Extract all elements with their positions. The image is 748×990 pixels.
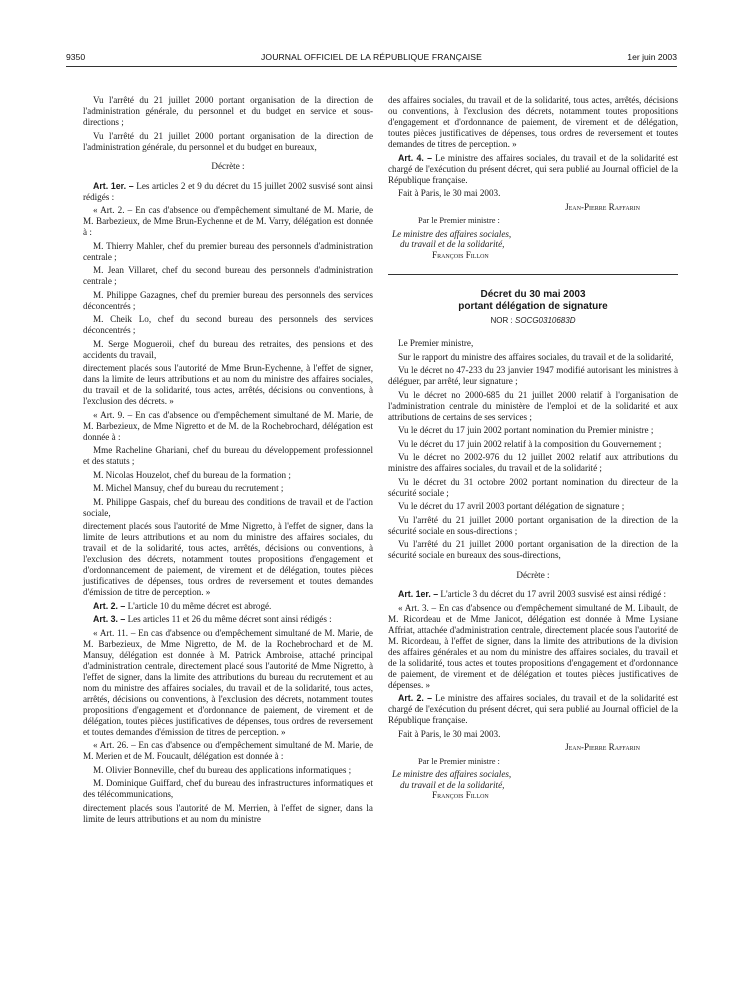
article-1	[83, 181, 373, 203]
article-label: Art. 3. –	[93, 614, 126, 624]
decree-title	[388, 289, 678, 312]
paragraph: directement placés sous l'autorité de Mme Brun-Eychenne, à l'effet de signer, dans la limite de leurs attributions et au nom du ministre des affaires sociales, du travail et de la solidarité, tous actes, arrêtés, décisions ou conventions, à l'exclusion des décrets. »	[83, 363, 373, 406]
minister-title: Le ministre des affaires sociales,	[392, 769, 512, 780]
place-date: Fait à Paris, le 30 mai 2003.	[398, 188, 501, 198]
minister-title: du travail et de la solidarité,	[400, 239, 505, 250]
paragraph: Vu l'arrêté du 21 juillet 2000 portant organisation de la direction de l'administration générale, du personnel et du budget en service et sous-directions ;	[83, 95, 373, 127]
paragraph: Le Premier ministre,	[398, 338, 474, 349]
paragraph: Vu le décret no 2002-976 du 12 juillet 2002 relatif aux attributions du ministre des affaires sociales, du travail et de la solidarité ;	[388, 452, 678, 474]
issue-date: 1er juin 2003	[627, 52, 677, 62]
byline: Par le Premier ministre :	[418, 756, 500, 766]
minister-name: François Fillon	[432, 249, 489, 260]
paragraph: « Art. 2. – En cas d'absence ou d'empêchement simultané de M. Marie, de M. Barbezieux, de Mme Brun-Eychenne et de M. Varry, délégation est donnée à :	[83, 205, 373, 237]
paragraph: Vu le décret no 47-233 du 23 janvier 1947 modifié autorisant les ministres à déléguer, par arrêté, leur signature ;	[388, 365, 678, 387]
header-rule	[66, 66, 677, 67]
article-label: Art. 1er. –	[93, 180, 134, 191]
decree-separator	[388, 274, 678, 275]
decree-title-line: Décret du 30 mai 2003	[480, 289, 586, 301]
journal-title: JOURNAL OFFICIEL DE LA RÉPUBLIQUE FRANÇAISE	[261, 52, 482, 62]
minister-block	[392, 229, 678, 261]
paragraph: Vu le décret no 2000-685 du 21 juillet 2000 relatif à l'organisation de l'administration centrale du ministère de l'emploi et de la solidarité et aux attributions de certains de ses services ;	[388, 389, 678, 422]
list-item: Mme Racheline Ghariani, chef du bureau du développement professionnel et des statuts ;	[83, 445, 373, 466]
list-item: M. Olivier Bonneville, chef du bureau des applications informatiques ;	[93, 764, 352, 775]
list-item: M. Philippe Gaspais, chef du bureau des conditions de travail et de l'action sociale,	[83, 496, 373, 518]
article-text: Les articles 11 et 26 du même décret sont ainsi rédigés :	[125, 614, 332, 624]
article-text: Les articles 2 et 9 du décret du 15 juillet 2002 susvisé sont ainsi rédigés :	[83, 180, 373, 202]
article-3	[83, 614, 373, 625]
paragraph: directement placés sous l'autorité de Mme Nigretto, à l'effet de signer, dans la limite de leurs attributions et au nom du ministre des affaires sociales, du travail et de la solidarité, tous actes, arrêtés, décisions ou conventions, à l'exclusion des décrets, notamment toutes propositions d'engagement et d'ordonnancement de paiement, de virement et de délégation, toutes pièces justificatives de dépenses, tous ordres de reversement et toutes demandes d'émission de titre de perception. »	[83, 521, 373, 597]
list-item: M. Thierry Mahler, chef du premier bureau des personnels d'administration centrale ;	[83, 240, 373, 262]
minister-block	[392, 769, 678, 801]
signature: Jean-Pierre Raffarin	[565, 201, 640, 212]
list-item: M. Cheik Lo, chef du second bureau des personnels des services déconcentrés ;	[83, 314, 373, 335]
paragraph: Vu le décret du 17 avril 2003 portant délégation de signature ;	[398, 501, 625, 512]
article-2	[388, 693, 678, 726]
left-column	[83, 95, 373, 827]
paragraph: « Art. 11. – En cas d'absence ou d'empêchement simultané de M. Marie, de M. Barbezieux, de Mme Nigretto, de M. de la Rochebrochard et de M. Mansuy, délégation est donnée à M. Patrick Ambroise, attaché principal d'administration centrale, directement placé sous l'autorité de Mme Nigretto, à l'effet de signer, dans la limite des attributions du bureau du recrutement et au nom du ministre des affaires sociales, du travail et de la solidarité, tous actes, arrêtés, décisions ou conventions, à l'exclusion des décrets, notamment toutes propositions d'engagement et d'ordonnance de paiement, de virement et de délégation, toutes pièces justificatives de dépenses, tous ordres de reversement et toutes demandes d'émission de titres de perception. »	[83, 627, 373, 737]
minister-title: du travail et de la solidarité,	[400, 779, 505, 790]
paragraph: Vu l'arrêté du 21 juillet 2000 portant organisation de la direction de la sécurité sociale en sous-directions ;	[388, 514, 678, 536]
paragraph: Vu le décret du 17 juin 2002 portant nomination du Premier ministre ;	[398, 425, 654, 436]
nor-reference	[388, 315, 678, 326]
list-item: M. Jean Villaret, chef du second bureau des personnels d'administration centrale ;	[83, 265, 373, 286]
right-column	[388, 95, 678, 804]
paragraph: directement placés sous l'autorité de M. Merrien, à l'effet de signer, dans la limite de leurs attributions et au nom du ministre	[83, 802, 373, 824]
list-item: M. Nicolas Houzelot, chef du bureau de la formation ;	[93, 469, 291, 480]
paragraph: Sur le rapport du ministre des affaires sociales, du travail et de la solidarité,	[398, 351, 674, 362]
decrete-heading: Décrète :	[211, 161, 245, 171]
article-label: Art. 1er. –	[398, 589, 439, 600]
article-2	[83, 601, 373, 612]
byline: Par le Premier ministre :	[418, 216, 500, 225]
list-item: M. Philippe Gazagnes, chef du premier bureau des personnels des services déconcentrés ;	[83, 289, 373, 311]
article-text: L'article 10 du même décret est abrogé.	[125, 600, 272, 611]
nor-label: NOR :	[490, 316, 515, 326]
decrete-heading: Décrète :	[516, 569, 550, 580]
paragraph: des affaires sociales, du travail et de la solidarité, tous actes, arrêtés, décisions ou conventions, à l'exclusion des décrets, notamment toutes propositions d'engagement et d'ordonnance de paiement, de virement et de délégation, toutes pièces justificatives de dépenses, tous ordres de reversement et toutes demandes de titres de perception. »	[388, 95, 678, 149]
article-label: Art. 2. –	[93, 600, 126, 611]
list-item: M. Serge Mogueroii, chef du bureau des retraites, des pensions et des accidents du travail,	[83, 338, 373, 360]
article-label: Art. 4. –	[398, 152, 432, 163]
article-text: Le ministre des affaires sociales, du travail et de la solidarité est chargé de l'exécution du présent décret, qui sera publié au Journal officiel de la République française.	[388, 693, 678, 726]
place-date: Fait à Paris, le 30 mai 2003.	[398, 728, 501, 739]
article-1	[388, 589, 678, 600]
article-label: Art. 2. –	[398, 693, 432, 704]
list-item: M. Michel Mansuy, chef du bureau du recrutement ;	[93, 483, 284, 493]
minister-title: Le ministre des affaires sociales,	[392, 228, 512, 239]
paragraph: « Art. 26. – En cas d'absence ou d'empêchement simultané de M. Marie, de M. Merien et de M. Foucault, délégation est donnée à :	[83, 740, 373, 761]
signature: Jean-Pierre Raffarin	[565, 742, 640, 753]
page-number: 9350	[66, 52, 86, 62]
list-item: M. Dominique Guiffard, chef du bureau des infrastructures informatiques et des télécommunications,	[83, 778, 373, 799]
page-header	[66, 52, 677, 64]
paragraph: Vu l'arrêté du 21 juillet 2000 portant organisation de la direction de la sécurité sociale en bureaux des sous-directions,	[388, 539, 678, 561]
paragraph: « Art. 9. – En cas d'absence ou d'empêchement simultané de M. Marie, de M. Barbezieux, de Mme Nigretto et de M. de la Rochebrochard, délégation est donnée à :	[83, 409, 373, 442]
nor-code: SOCG0310683D	[514, 316, 576, 326]
decree-title-line: portant délégation de signature	[458, 300, 608, 312]
article-text: L'article 3 du décret du 17 avril 2003 susvisé est ainsi rédigé :	[438, 589, 667, 600]
minister-name: François Fillon	[432, 790, 489, 801]
paragraph: Vu le décret du 17 juin 2002 relatif à la composition du Gouvernement ;	[398, 438, 662, 449]
paragraph: Vu le décret du 31 octobre 2002 portant nomination du directeur de la sécurité sociale ;	[388, 476, 678, 498]
paragraph: Vu l'arrêté du 21 juillet 2000 portant organisation de la direction de l'administration générale, du personnel et du budget en bureaux,	[83, 130, 373, 152]
article-text: Le ministre des affaires sociales, du travail et de la solidarité est chargé de l'exécution du présent décret, qui sera publié au Journal officiel de la République française.	[388, 152, 678, 185]
article-4	[388, 153, 678, 186]
paragraph: « Art. 3. – En cas d'absence ou d'empêchement simultané de M. Libault, de M. Ricordeau et de Mme Janicot, délégation est donnée à Mme Lysiane Affriat, attachée d'administration centrale, directement placée sous l'autorité de M. Ricordeau, à l'effet de signer, dans la limite des attributions de la division des affaires générales et au nom du ministre des affaires sociales, du travail et de la solidarité, tous actes et toutes propositions d'engagement et d'ordonnance de paiement, de virement et de délégation et toutes pièces justificatives de dépenses. »	[388, 602, 678, 690]
